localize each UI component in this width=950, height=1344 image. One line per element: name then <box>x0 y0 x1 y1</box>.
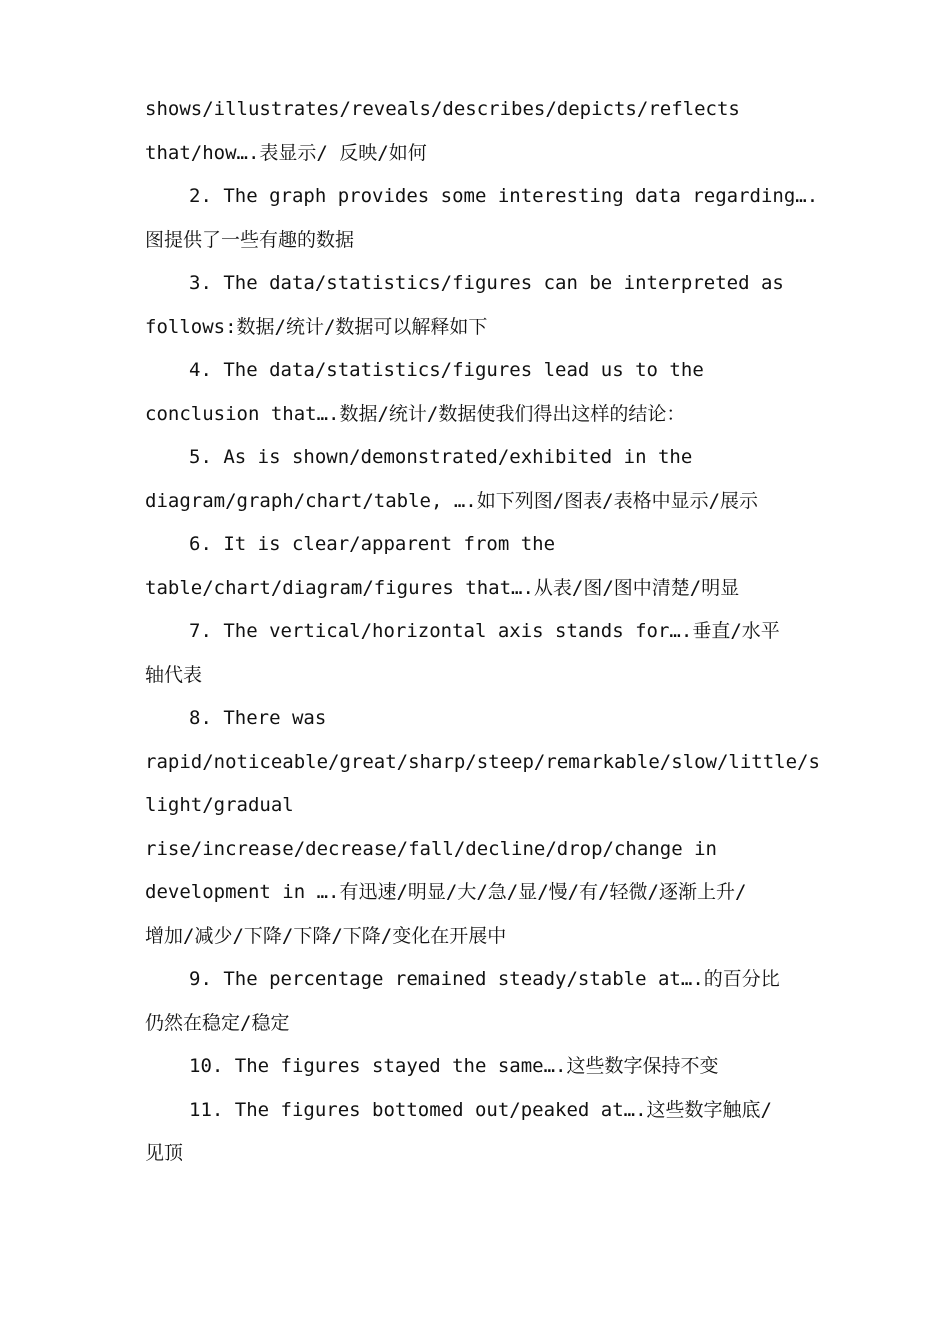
list-item-2: 2. The graph provides some interesting data regarding…. <box>189 185 819 207</box>
text-line: shows/illustrates/reveals/describes/depicts/reflects <box>145 98 740 120</box>
text-line: follows:数据/统计/数据可以解释如下 <box>145 315 488 338</box>
text-line: 仍然在稳定/稳定 <box>145 1011 290 1034</box>
text-line: light/gradual <box>145 794 294 816</box>
list-item-10: 10. The figures stayed the same….这些数字保持不变 <box>189 1055 719 1077</box>
text-line: that/how….表显示/ 反映/如何 <box>145 141 427 164</box>
text-line: conclusion that….数据/统计/数据使我们得出这样的结论： <box>145 402 686 425</box>
text-line: 增加/减少/下降/下降/下降/变化在开展中 <box>145 924 507 947</box>
text-line: rise/increase/decrease/fall/decline/drop/change in <box>145 837 717 860</box>
list-item-3: 3. The data/statistics/figures can be interpreted as <box>189 272 784 294</box>
list-item-7: 7. The vertical/horizontal axis stands for….垂直/水平 <box>189 620 780 642</box>
text-line: development in ….有迅速/明显/大/急/显/慢/有/轻微/逐渐上升/ <box>145 881 747 903</box>
list-item-9: 9. The percentage remained steady/stable at….的百分比 <box>189 968 780 990</box>
list-item-11: 11. The figures bottomed out/peaked at….这些数字触底/ <box>189 1098 772 1121</box>
text-line: 轴代表 <box>145 663 203 686</box>
text-line: diagram/graph/chart/table, ….如下列图/图表/表格中显示/展示 <box>145 489 759 512</box>
list-item-8: 8. There was <box>189 707 327 729</box>
document-body <box>145 88 820 1176</box>
text-line: 图提供了一些有趣的数据 <box>145 228 355 251</box>
list-item-6: 6. It is clear/apparent from the <box>189 533 556 555</box>
text-line: table/chart/diagram/figures that….从表/图/图中清楚/明显 <box>145 576 740 599</box>
text-line: rapid/noticeable/great/sharp/steep/remarkable/slow/little/s <box>145 750 820 773</box>
list-item-4: 4. The data/statistics/figures lead us to the <box>189 359 704 381</box>
list-item-5: 5. As is shown/demonstrated/exhibited in the <box>189 446 693 468</box>
text-line: 见顶 <box>145 1142 184 1164</box>
